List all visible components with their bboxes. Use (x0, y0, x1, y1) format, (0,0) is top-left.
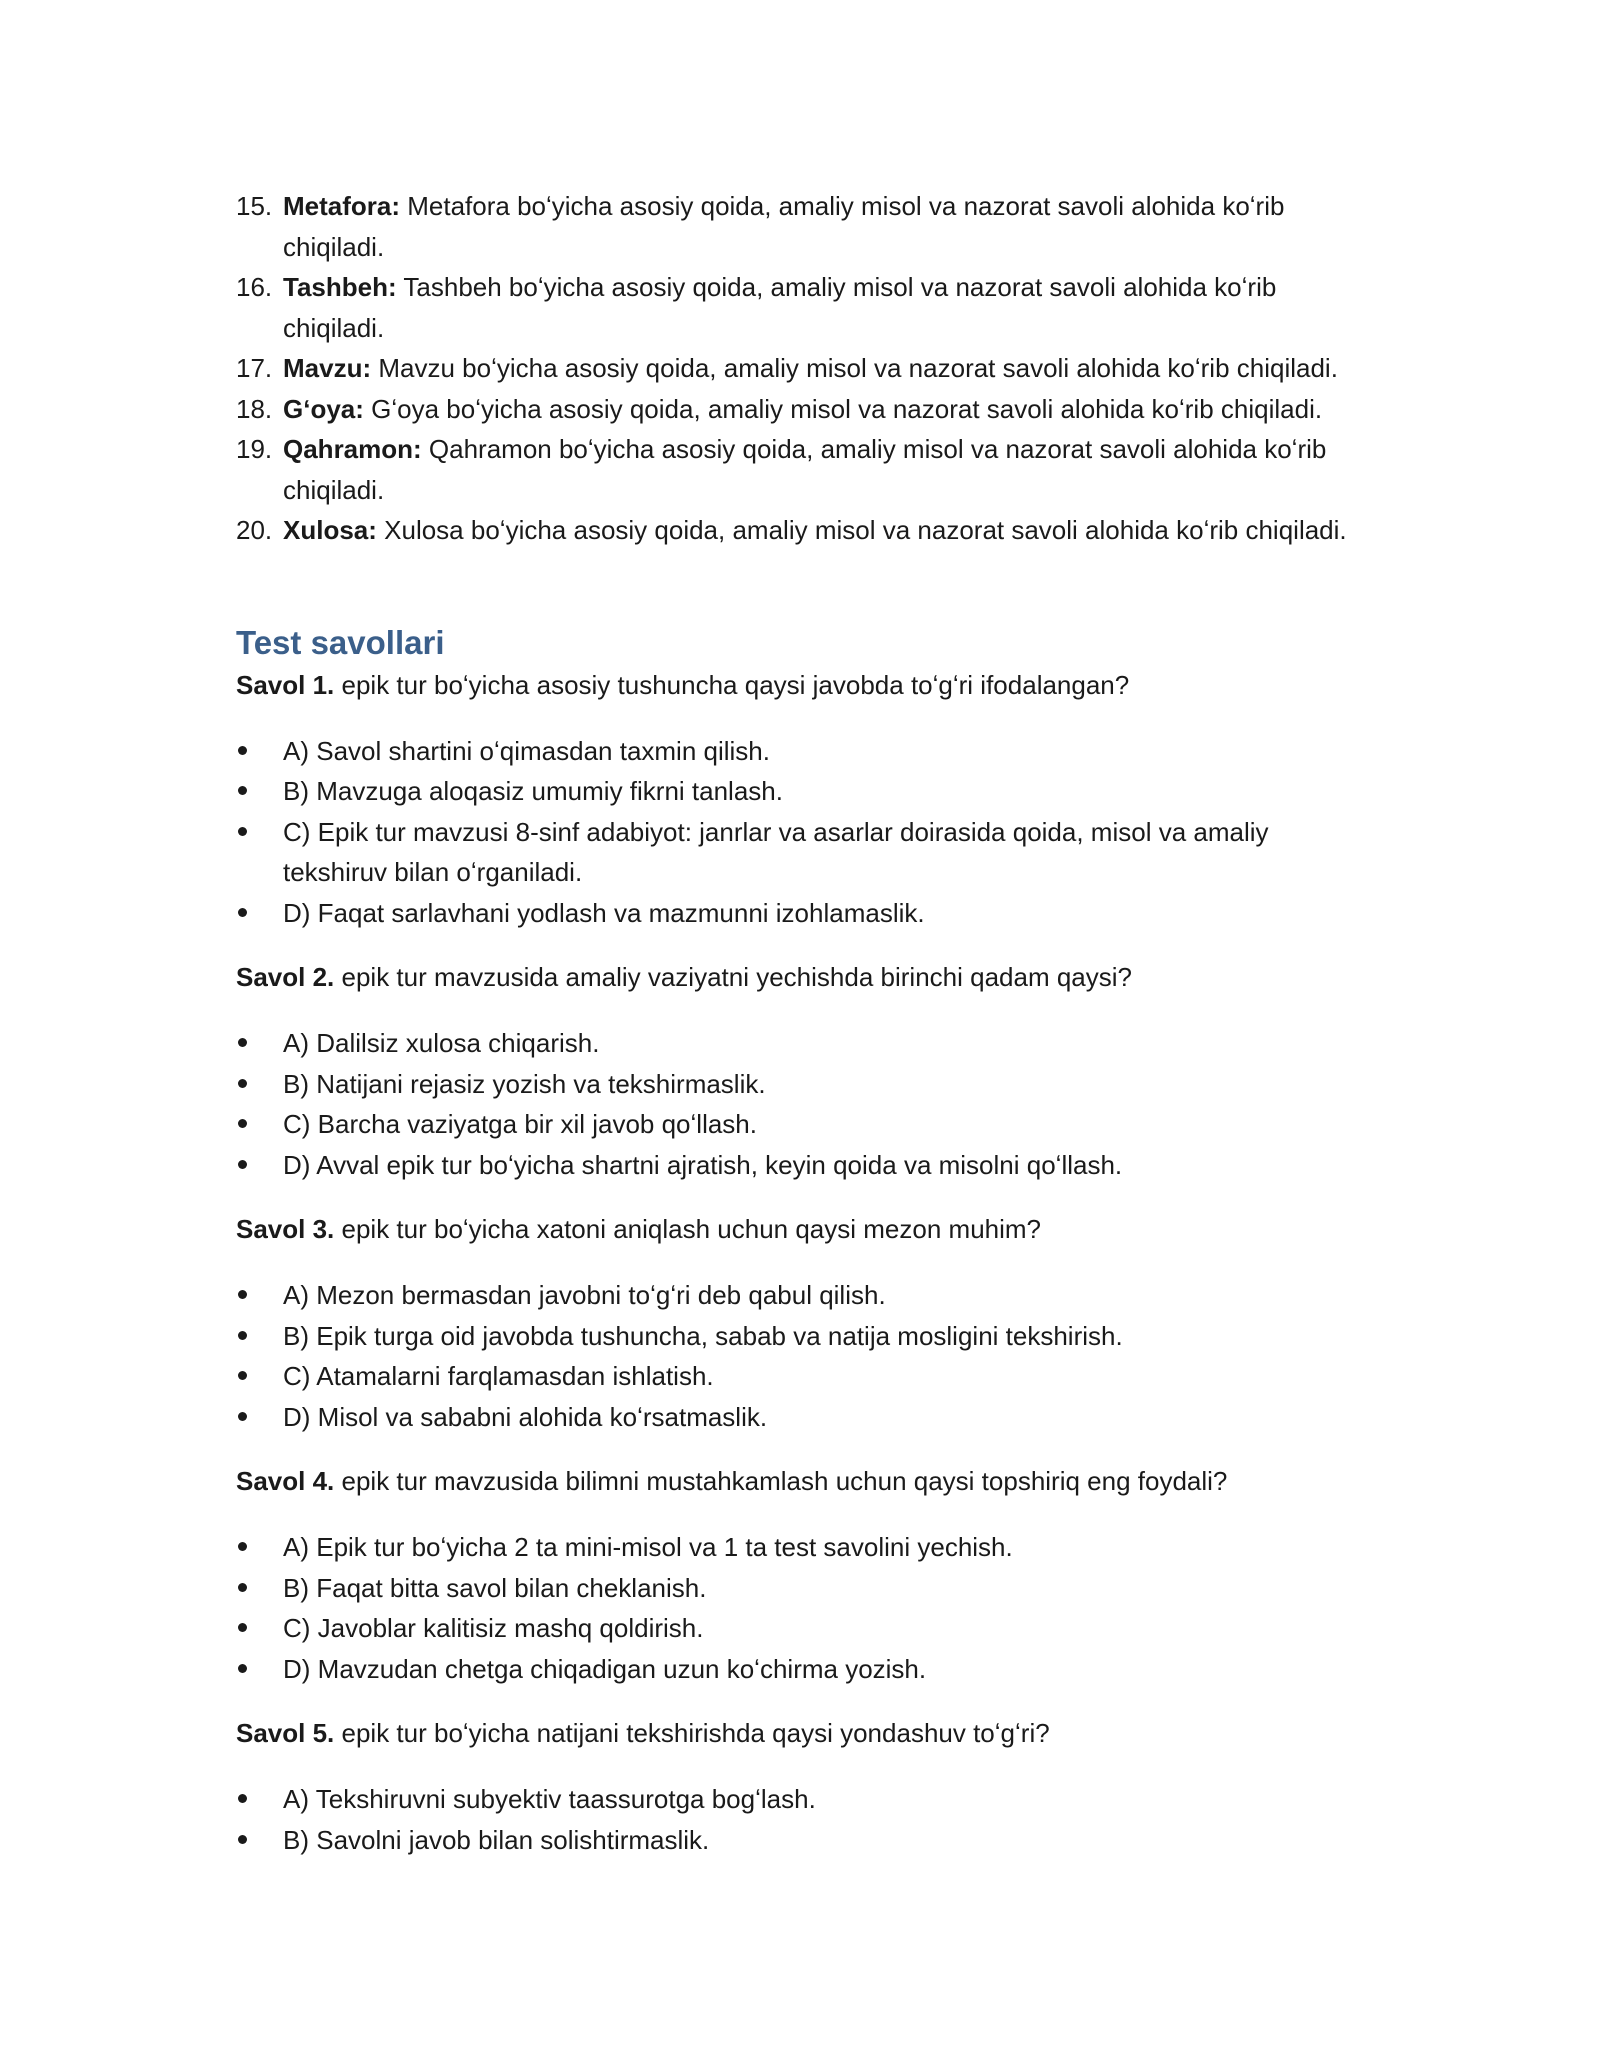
list-item (236, 389, 1366, 430)
option-item: A) Epik tur boʻyicha 2 ta mini-misol va 1 ta test savolini yechish. (236, 1527, 1366, 1568)
question-label: Savol 4. (236, 1466, 335, 1496)
list-item (236, 429, 1366, 510)
question-label: Savol 1. (236, 669, 335, 700)
item-number: 19. (236, 434, 273, 464)
option-list (236, 1023, 1366, 1185)
option-list (236, 1779, 1366, 1860)
question-block (236, 665, 1366, 934)
document-page (236, 186, 1366, 1860)
option-item: D) Faqat sarlavhani yodlash va mazmunni izohlamaslik. (236, 893, 1366, 934)
item-text: Mavzu boʻyicha asosiy qoida, amaliy misol va nazorat savoli alohida koʻrib chiqiladi. (371, 353, 1338, 383)
option-item: C) Javoblar kalitisiz mashq qoldirish. (236, 1608, 1366, 1649)
list-item (236, 510, 1366, 551)
item-text: Tashbeh boʻyicha asosiy qoida, amaliy misol va nazorat savoli alohida koʻrib chiqiladi. (283, 272, 1277, 343)
option-item: A) Savol shartini oʻqimasdan taxmin qilish. (236, 731, 1366, 772)
bullet-icon (236, 812, 283, 893)
list-item (236, 186, 1366, 267)
item-term: Qahramon: (283, 434, 422, 464)
option-item: B) Savolni javob bilan solishtirmaslik. (236, 1820, 1366, 1861)
option-item: A) Dalilsiz xulosa chiqarish. (236, 1023, 1366, 1064)
option-item: D) Avval epik tur boʻyicha shartni ajratish, keyin qoida va misolni qoʻllash. (236, 1145, 1366, 1186)
question-label: Savol 2. (236, 962, 335, 992)
bullet-icon (236, 1779, 283, 1820)
item-number: 18. (236, 393, 273, 424)
question-block (236, 1209, 1366, 1437)
numbered-list (236, 186, 1366, 551)
bullet-icon (236, 731, 283, 772)
option-item: A) Tekshiruvni subyektiv taassurotga bogʻlash. (236, 1779, 1366, 1820)
item-number: 15. (236, 191, 273, 221)
option-item: C) Atamalarni farqlamasdan ishlatish. (236, 1356, 1366, 1397)
option-list (236, 731, 1366, 934)
option-item: B) Natijani rejasiz yozish va tekshirmaslik. (236, 1064, 1366, 1105)
item-text: Metafora boʻyicha asosiy qoida, amaliy misol va nazorat savoli alohida koʻrib chiqiladi. (283, 191, 1285, 262)
item-text: Gʻoya boʻyicha asosiy qoida, amaliy misol va nazorat savoli alohida koʻrib chiqiladi. (363, 393, 1323, 424)
bullet-icon (236, 1527, 283, 1568)
item-term: Gʻoya: (283, 393, 364, 424)
option-item: B) Epik turga oid javobda tushuncha, sabab va natija mosligini tekshirish. (236, 1316, 1366, 1357)
bullet-icon (236, 1397, 283, 1438)
option-item: B) Mavzuga aloqasiz umumiy fikrni tanlash. (236, 771, 1366, 812)
option-list (236, 1275, 1366, 1437)
question-block (236, 1713, 1366, 1860)
question-block (236, 1461, 1366, 1689)
bullet-icon (236, 1104, 283, 1145)
question-text: Savol 5. epik tur boʻyicha natijani tekshirishda qaysi yondashuv toʻgʻri? (236, 1718, 1050, 1748)
question-text: Savol 4. epik tur mavzusida bilimni mustahkamlash uchun qaysi topshiriq eng foydali? (236, 1466, 1228, 1496)
section-title: Test savollari (236, 623, 445, 661)
bullet-icon (236, 1356, 283, 1397)
bullet-icon (236, 1649, 283, 1690)
item-term: Metafora: (283, 191, 401, 221)
question-block (236, 957, 1366, 1185)
question-text: Savol 2. epik tur mavzusida amaliy vaziyatni yechishda birinchi qadam qaysi? (236, 962, 1132, 992)
item-text: Qahramon boʻyicha asosiy qoida, amaliy misol va nazorat savoli alohida koʻrib chiqiladi. (283, 434, 1327, 505)
item-text: Xulosa boʻyicha asosiy qoida, amaliy misol va nazorat savoli alohida koʻrib chiqiladi. (376, 515, 1347, 545)
question-label: Savol 5. (236, 1718, 335, 1748)
question-label: Savol 3. (236, 1214, 335, 1244)
option-item: D) Misol va sababni alohida koʻrsatmaslik. (236, 1397, 1366, 1438)
bullet-icon (236, 1064, 283, 1105)
item-term: Xulosa: (283, 515, 377, 545)
option-item: C) Epik tur mavzusi 8-sinf adabiyot: janrlar va asarlar doirasida qoida, misol va amaliy tekshiruv bilan oʻrganiladi. (236, 812, 1366, 893)
option-item: C) Barcha vaziyatga bir xil javob qoʻllash. (236, 1104, 1366, 1145)
bullet-icon (236, 1316, 283, 1357)
item-number: 16. (236, 272, 273, 302)
list-item (236, 267, 1366, 348)
option-item: B) Faqat bitta savol bilan cheklanish. (236, 1568, 1366, 1609)
option-item: D) Mavzudan chetga chiqadigan uzun koʻchirma yozish. (236, 1649, 1366, 1690)
bullet-icon (236, 1145, 283, 1186)
item-number: 17. (236, 353, 273, 383)
list-item (236, 348, 1366, 389)
bullet-icon (236, 1608, 283, 1649)
bullet-icon (236, 1023, 283, 1064)
question-text: Savol 3. epik tur boʻyicha xatoni aniqlash uchun qaysi mezon muhim? (236, 1214, 1042, 1244)
bullet-icon (236, 1568, 283, 1609)
bullet-icon (236, 771, 283, 812)
bullet-icon (236, 893, 283, 934)
bullet-icon (236, 1820, 283, 1861)
item-term: Tashbeh: (283, 272, 397, 302)
option-item: A) Mezon bermasdan javobni toʻgʻri deb qabul qilish. (236, 1275, 1366, 1316)
item-number: 20. (236, 515, 273, 545)
question-text: Savol 1. epik tur boʻyicha asosiy tushuncha qaysi javobda toʻgʻri ifodalangan? (236, 669, 1130, 700)
bullet-icon (236, 1275, 283, 1316)
option-list (236, 1527, 1366, 1689)
item-term: Mavzu: (283, 353, 372, 383)
